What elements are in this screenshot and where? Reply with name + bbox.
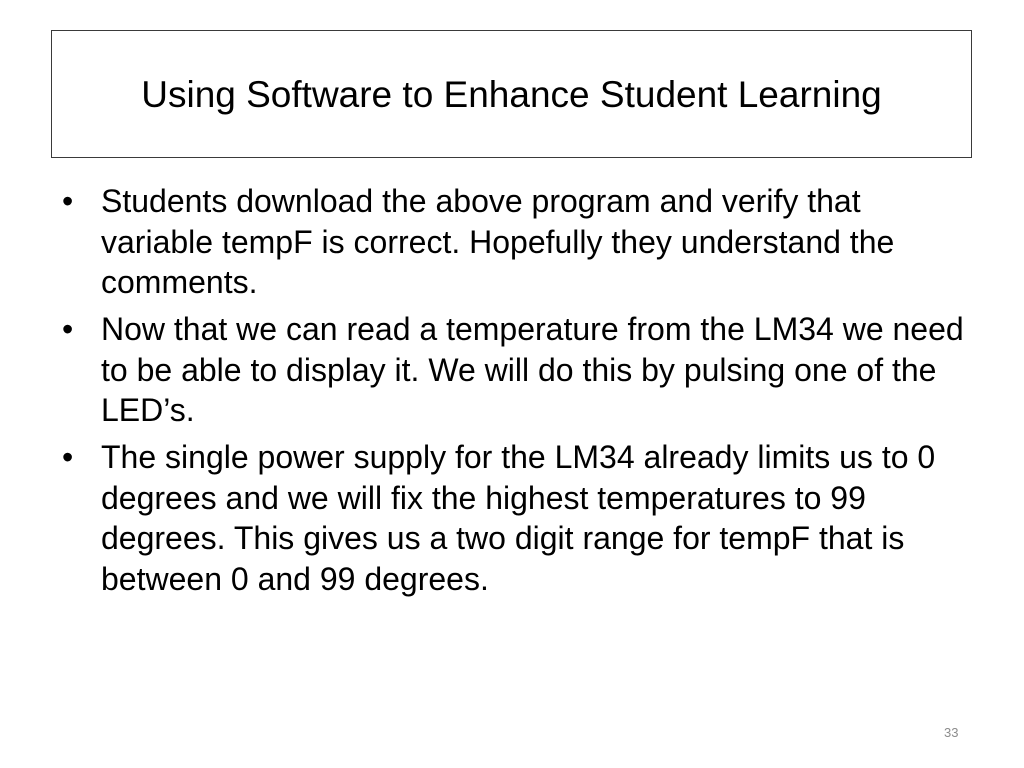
bullet-icon: • <box>62 439 74 475</box>
bullet-item <box>60 181 970 303</box>
slide-title-box <box>51 30 972 158</box>
bullet-item <box>60 437 970 599</box>
bullet-item <box>60 309 970 431</box>
page-number: 33 <box>944 725 959 740</box>
bullet-text: Students download the above program and verify that variable tempF is correct. Hopefully they understand the comments. <box>101 183 895 300</box>
bullet-icon: • <box>62 311 74 347</box>
bullet-list <box>60 181 970 606</box>
bullet-text: Now that we can read a temperature from the LM34 we need to be able to display it. We will do this by pulsing one of the LED’s. <box>101 311 964 428</box>
slide-title: Using Software to Enhance Student Learning <box>141 73 882 115</box>
bullet-text: The single power supply for the LM34 already limits us to 0 degrees and we will fix the highest temperatures to 99 degrees. This gives us a two digit range for tempF that is between 0 and 99 degrees. <box>101 439 936 597</box>
bullet-icon: • <box>62 183 74 219</box>
